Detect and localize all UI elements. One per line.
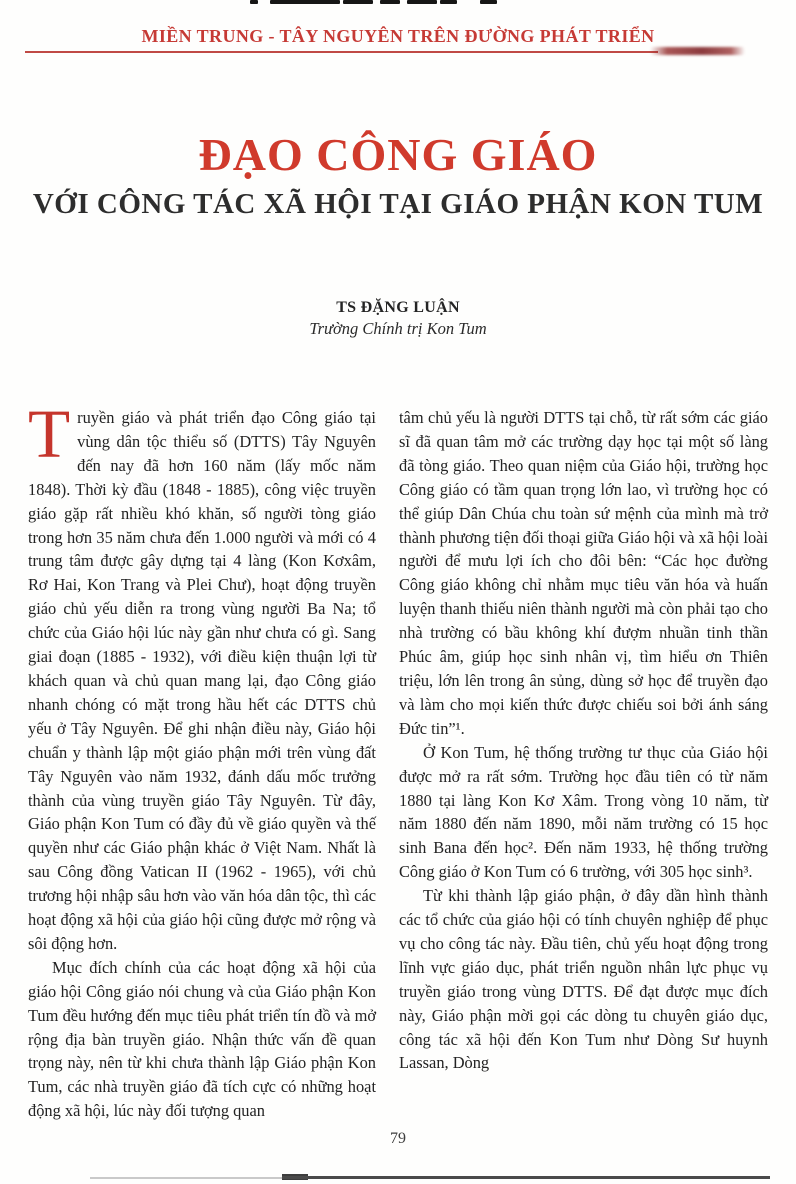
scan-artifact-top bbox=[480, 0, 497, 4]
scan-artifact-top bbox=[343, 0, 373, 4]
scan-artifact-top bbox=[270, 0, 340, 4]
paragraph: tâm chủ yếu là người DTTS tại chỗ, từ rất sớm các giáo sĩ đã quan tâm mở các trường dạy học tại một số làng đã tòng giáo. Theo quan niệm của Giáo hội, trường học Công giáo có tầm quan trọng lớn lao, vì trường học có thể giúp Dân Chúa chu toàn sứ mệnh của mình mà trở thành phương tiện đối thoại giữa Giáo hội và xã hội loài người để mưu lợi ích cho đôi bên: “Các học đường Công giáo không chỉ nhằm mục tiêu văn hóa và huấn luyện thanh thiếu niên thành người mà còn phải tạo cho nhà trường có bầu không khí đượm nhuần tinh thần Phúc âm, giúp học sinh nhân vị, tìm hiểu ơn Thiên triệu, lớn lên trong ân sủng, dùng sở học để truyền đạo và làm cho mọi kiến thức được chiếu soi bởi ánh sáng Đức tin”¹. bbox=[399, 408, 768, 738]
body-right-column bbox=[399, 406, 768, 1123]
author-name: TS ĐẶNG LUẬN bbox=[336, 299, 460, 316]
scan-artifact-bottom bbox=[282, 1176, 770, 1179]
author-affiliation: Trường Chính trị Kon Tum bbox=[309, 319, 487, 338]
paragraph-text: ruyền giáo và phát triển đạo Công giáo tại vùng dân tộc thiểu số (DTTS) Tây Nguyên đến nay đã hơn 160 năm (lấy mốc năm 1848). Thời kỳ đầu (1848 - 1885), công việc truyền giáo gặp rất nhiều khó khăn, số người tòng giáo trong hơn 35 năm chưa đến 1.000 người và mới có 4 trung tâm được gây dựng tại 4 làng (Kon Kơxâm, Rơ Hai, Kon Trang và Plei Chư), hoạt động truyền giáo chủ yếu diễn ra trong vùng người Ba Na; tổ chức của Giáo hội lúc này gần như chưa có gì. Sang giai đoạn (1885 - 1932), với điều kiện thuận lợi từ khách quan và chủ quan mang lại, đạo Công giáo nhanh chóng có mặt trong hầu hết các DTTS chủ yếu ở Tây Nguyên. Để ghi nhận điều này, Giáo hội chuẩn y thành lập một giáo phận mới trên vùng đất Tây Nguyên vào năm 1932, đánh dấu mốc trưởng thành của vùng truyền giáo Tây Nguyên. Từ đây, Giáo phận Kon Tum có đầy đủ về giáo quyền và thế quyền như các Giáo phận khác ở Việt Nam. Nhất là sau Công đồng Vatican II (1962 - 1965), với chủ trương hội nhập sâu hơn vào văn hóa dân tộc, thì các hoạt động xã hội của giáo hội cũng được mở rộng và sôi động hơn. bbox=[28, 408, 376, 953]
article-title: ĐẠO CÔNG GIÁO bbox=[198, 129, 598, 180]
paragraph bbox=[28, 396, 376, 956]
article-subtitle: VỚI CÔNG TÁC XÃ HỘI TẠI GIÁO PHẬN KON TUM bbox=[32, 188, 764, 220]
scan-artifact-top bbox=[380, 0, 400, 4]
paragraph: Từ khi thành lập giáo phận, ở đây dần hình thành các tổ chức của giáo hội có tính chuyên nghiệp để phục vụ cho công tác này. Đầu tiên, chủ yếu hoạt động trong lĩnh vực giáo dục, phát triển nguồn nhân lực phục vụ truyền giáo trong vùng DTTS. Để đạt được mục đích này, Giáo phận mời gọi các dòng tu chuyên giáo dục, công tác xã hội đến Kon Tum như Dòng Sư huynh Lassan, Dòng bbox=[399, 886, 768, 1073]
ink-smudge bbox=[650, 47, 745, 55]
scan-artifact-bottom bbox=[90, 1177, 285, 1179]
scan-artifact-top bbox=[407, 0, 437, 4]
body-left-column bbox=[28, 396, 376, 1123]
header-rule bbox=[25, 51, 658, 53]
article-body bbox=[28, 396, 768, 1123]
page-number: 79 bbox=[390, 1130, 406, 1147]
scan-artifact-top bbox=[440, 0, 457, 4]
journal-header: MIỀN TRUNG - TÂY NGUYÊN TRÊN ĐƯỜNG PHÁT TRIỂN bbox=[141, 26, 655, 46]
scan-artifact-top bbox=[250, 0, 258, 4]
paragraph: Mục đích chính của các hoạt động xã hội của giáo hội Công giáo nói chung và của Giáo phận Kon Tum đều hướng đến mục tiêu phát triển tín đồ và mở rộng địa bàn truyền giáo. Nhận thức vấn đề quan trọng này, nên từ khi chưa thành lập Giáo phận Kon Tum, các nhà truyền giáo đã tích cực có những hoạt động xã hội, lúc này đối tượng quan bbox=[28, 957, 376, 1121]
paragraph: Ở Kon Tum, hệ thống trường tư thục của Giáo hội được mở ra rất sớm. Trường học đầu tiên có từ năm 1880 tại làng Kon Kơ Xâm. Trong vòng 10 năm, từ năm 1880 đến năm 1890, mỗi năm trường có 15 học sinh Bana đến học². Đến năm 1933, hệ thống trường Công giáo ở Kon Tum có 6 trường, với 305 học sinh³. bbox=[399, 742, 768, 882]
drop-cap: T bbox=[28, 396, 71, 472]
